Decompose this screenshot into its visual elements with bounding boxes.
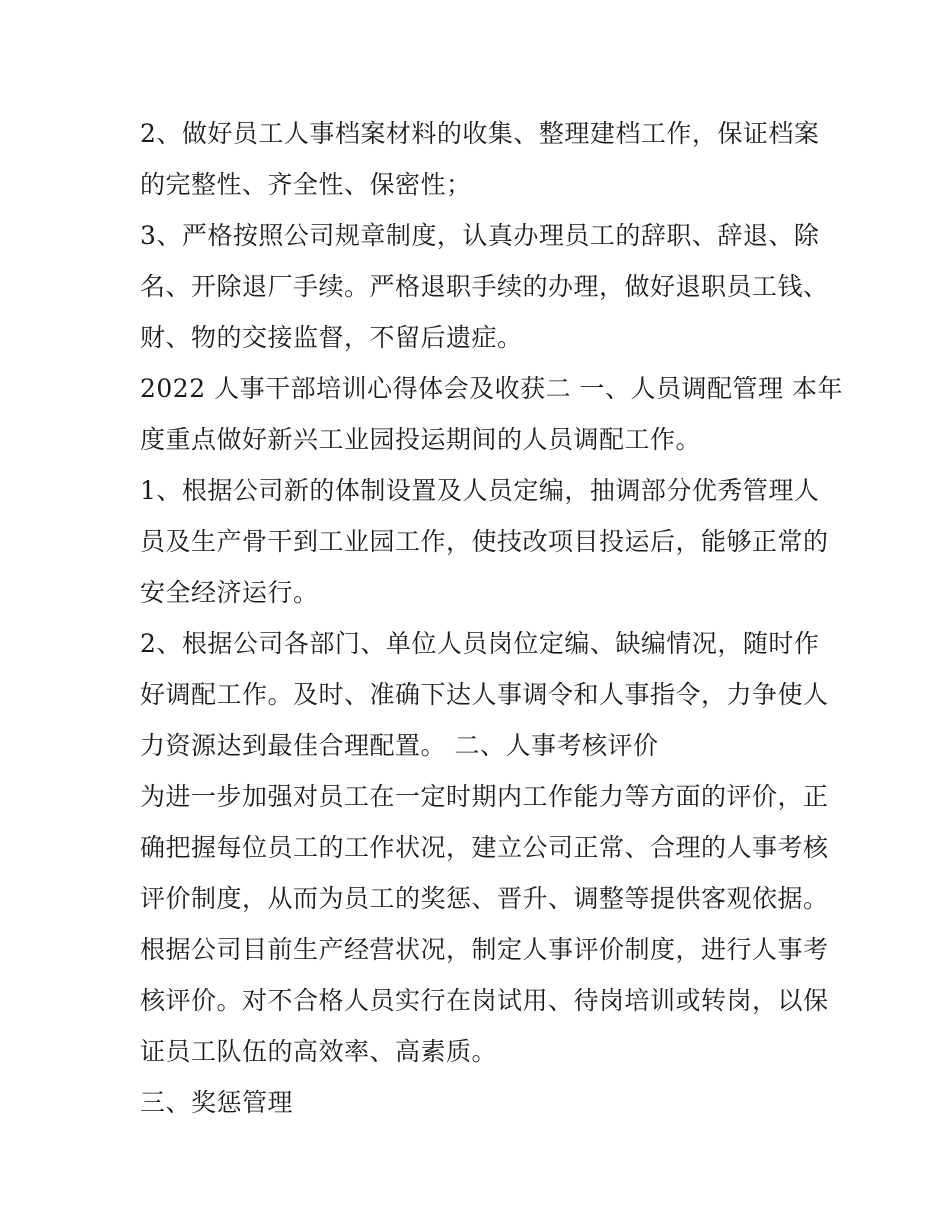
text-line: 的完整性、齐全性、保密性；: [140, 170, 472, 199]
text-line: 核评价。对不合格人员实行在岗试用、待岗培训或转岗，以保: [140, 986, 829, 1015]
text-line: 度重点做好新兴工业园投运期间的人员调配工作。: [140, 425, 702, 454]
text-line: 2022 人事干部培训心得体会及收获二 一、人员调配管理 本年: [140, 374, 843, 403]
text-line: 评价制度，从而为员工的奖惩、晋升、调整等提供客观依据。: [140, 884, 829, 913]
text-line: 确把握每位员工的工作状况，建立公司正常、合理的人事考核: [140, 833, 829, 862]
text-line: 员及生产骨干到工业园工作，使技改项目投运后，能够正常的: [140, 527, 829, 556]
text-line: 为进一步加强对员工在一定时期内工作能力等方面的评价，正: [140, 782, 829, 811]
text-line: 根据公司目前生产经营状况，制定人事评价制度，进行人事考: [140, 935, 829, 964]
text-line: 2、根据公司各部门、单位人员岗位定编、缺编情况，随时作: [140, 629, 820, 658]
section-heading: 三、奖惩管理: [140, 1088, 294, 1117]
document-body: [140, 108, 843, 1128]
text-line: 好调配工作。及时、准确下达人事调令和人事指令，力争使人: [140, 680, 829, 709]
text-line: 财、物的交接监督，不留后遗症。: [140, 323, 523, 352]
text-line: 力资源达到最佳合理配置。 二、人事考核评价: [140, 731, 659, 760]
text-line: 证员工队伍的高效率、高素质。: [140, 1037, 498, 1066]
text-line: 安全经济运行。: [140, 578, 319, 607]
text-line: 3、严格按照公司规章制度，认真办理员工的辞职、辞退、除: [140, 221, 820, 250]
text-line: 名、开除退厂手续。严格退职手续的办理，做好退职员工钱、: [140, 272, 829, 301]
text-line: 1、根据公司新的体制设置及人员定编，抽调部分优秀管理人: [140, 476, 820, 505]
text-line: 2、做好员工人事档案材料的收集、整理建档工作，保证档案: [140, 119, 820, 148]
